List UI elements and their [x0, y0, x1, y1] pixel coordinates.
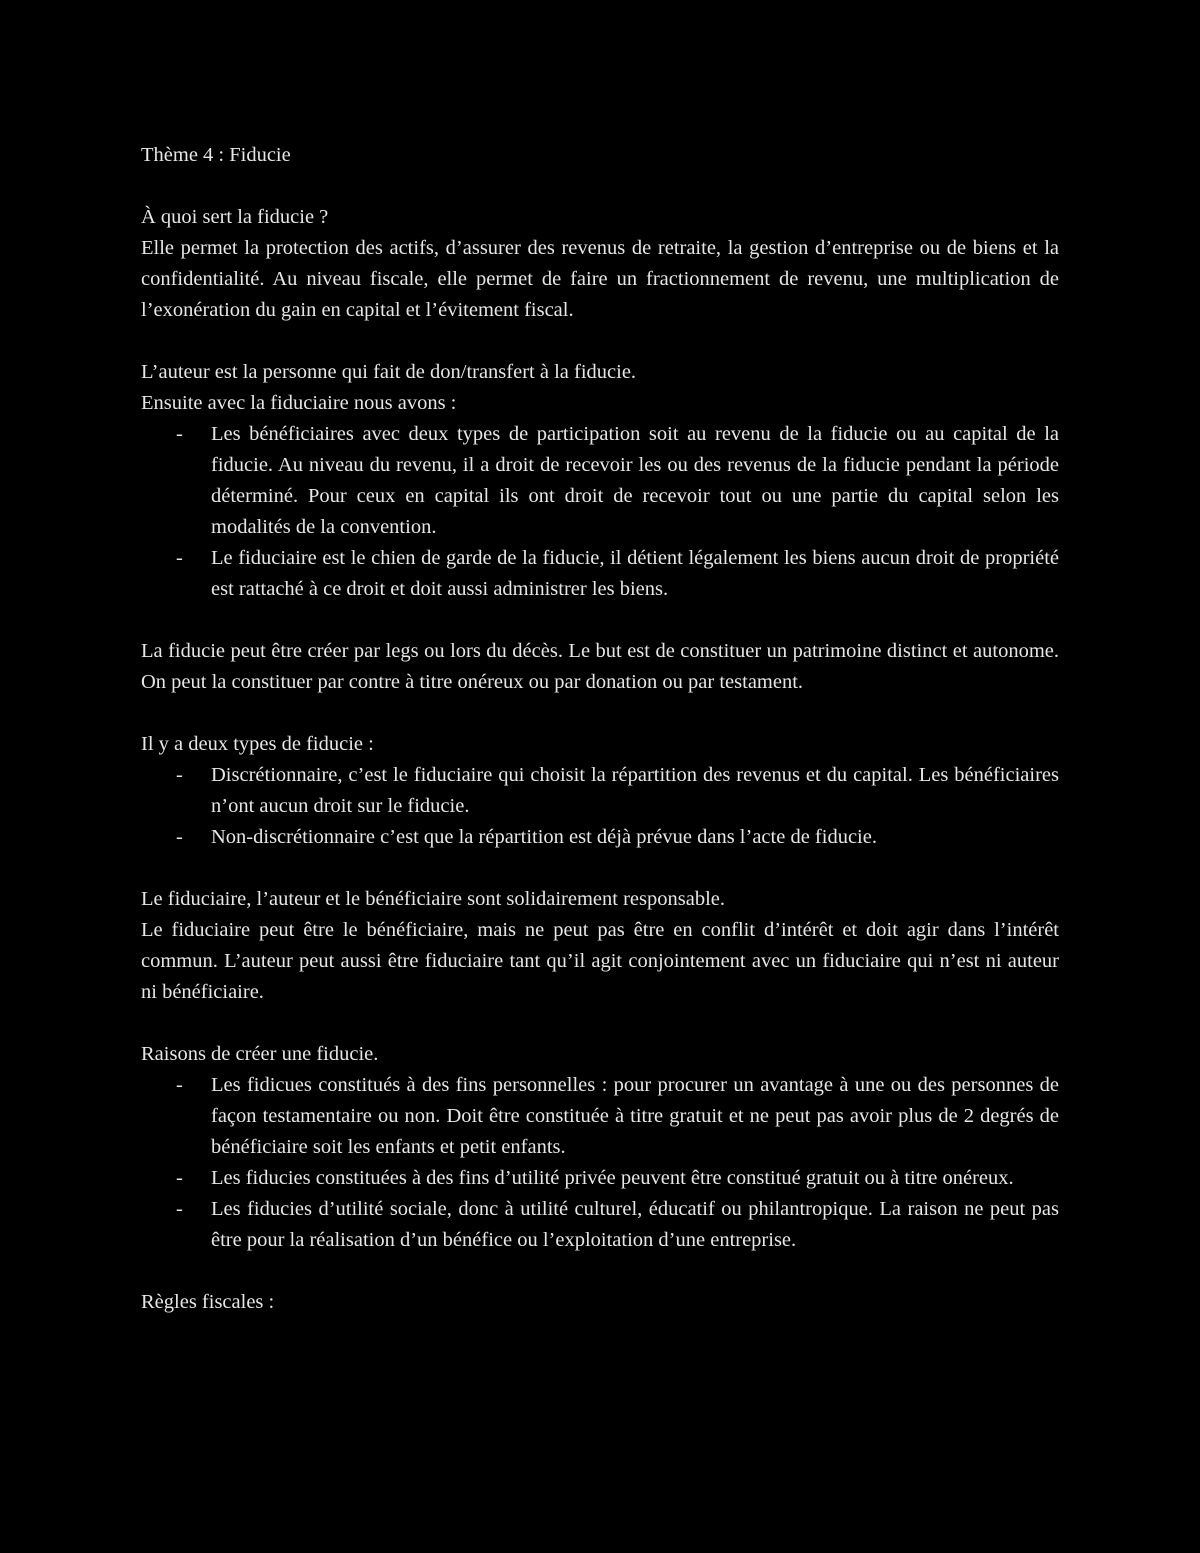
- spacer: [141, 171, 1059, 202]
- responsibility-line: Le fiduciaire, l’auteur et le bénéficiaire sont solidairement responsable.: [141, 888, 725, 910]
- spacer: [141, 1008, 1059, 1039]
- document-page: [141, 140, 1059, 1318]
- question-answer-paragraph: Elle permet la protection des actifs, d’assurer des revenus de retraite, la gestion d’entreprise ou de biens et la confidentialité. Au niveau fiscale, elle permet de faire un fractionnement de revenu, une multiplication de l’exonération du gain en capital et l’évitement fiscal.: [141, 237, 1059, 321]
- dash-bullet: -: [176, 826, 183, 848]
- regles-heading: Règles fiscales :: [141, 1291, 275, 1313]
- list-item: [141, 1194, 1059, 1256]
- list-item-text: Non-discrétionnaire c’est que la répartition est déjà prévue dans l’acte de fiducie.: [211, 826, 877, 848]
- dash-bullet: -: [176, 1074, 183, 1096]
- list-item-text: Le fiduciaire est le chien de garde de la fiducie, il détient légalement les biens aucun droit de propriété est rattaché à ce droit et doit aussi administrer les biens.: [211, 547, 1059, 600]
- ensuite-line: Ensuite avec la fiduciaire nous avons :: [141, 392, 457, 414]
- spacer: [141, 605, 1059, 636]
- dash-bullet: -: [176, 764, 183, 786]
- spacer: [141, 853, 1059, 884]
- list-item: [141, 1163, 1059, 1194]
- types-heading: Il y a deux types de fiducie :: [141, 733, 374, 755]
- auteur-line: L’auteur est la personne qui fait de don/transfert à la fiducie.: [141, 361, 637, 383]
- list-item-text: Les bénéficiaires avec deux types de participation soit au revenu de la fiducie ou au capital de la fiducie. Au niveau du revenu, il a droit de recevoir les ou des revenus de la fiducie pendant la période déterminé. Pour ceux en capital ils ont droit de recevoir tout ou une partie du capital selon les modalités de la convention.: [211, 423, 1059, 538]
- list-item-text: Les fiducies d’utilité sociale, donc à utilité culturel, éducatif ou philantropique. La raison ne peut pas être pour la réalisation d’un bénéfice ou l’exploitation d’une entreprise.: [211, 1198, 1059, 1251]
- dash-bullet: -: [176, 1167, 183, 1189]
- types-list: [141, 760, 1059, 853]
- raisons-heading: Raisons de créer une fiducie.: [141, 1043, 379, 1065]
- question-heading: À quoi sert la fiducie ?: [141, 206, 329, 228]
- raisons-list: [141, 1070, 1059, 1256]
- list-item: [141, 419, 1059, 543]
- spacer: [141, 1256, 1059, 1287]
- document-title: Thème 4 : Fiducie: [141, 144, 291, 166]
- dash-bullet: -: [176, 547, 183, 569]
- list-item-text: Discrétionnaire, c’est le fiduciaire qui choisit la répartition des revenus et du capital. Les bénéficiaires n’ont aucun droit sur le fiducie.: [211, 764, 1059, 817]
- list-item: [141, 822, 1059, 853]
- list-item-text: Les fiducies constituées à des fins d’utilité privée peuvent être constitué gratuit ou à titre onéreux.: [211, 1167, 1014, 1189]
- creation-paragraph: La fiducie peut être créer par legs ou lors du décès. Le but est de constituer un patrimoine distinct et autonome. On peut la constituer par contre à titre onéreux ou par donation ou par testament.: [141, 640, 1059, 693]
- spacer: [141, 698, 1059, 729]
- dash-bullet: -: [176, 1198, 183, 1220]
- list-item-text: Les fidicues constitués à des fins personnelles : pour procurer un avantage à une ou des personnes de façon testamentaire ou non. Doit être constituée à titre gratuit et ne peut pas avoir plus de 2 degrés de bénéficiaire soit les enfants et petit enfants.: [211, 1074, 1059, 1158]
- list-item: [141, 1070, 1059, 1163]
- list-item: [141, 760, 1059, 822]
- responsibility-paragraph: Le fiduciaire peut être le bénéficiaire, mais ne peut pas être en conflit d’intérêt et doit agir dans l’intérêt commun. L’auteur peut aussi être fiduciaire tant qu’il agit conjointement avec un fiduciaire qui n’est ni auteur ni bénéficiaire.: [141, 919, 1059, 1003]
- spacer: [141, 326, 1059, 357]
- roles-list: [141, 419, 1059, 605]
- dash-bullet: -: [176, 423, 183, 445]
- list-item: [141, 543, 1059, 605]
